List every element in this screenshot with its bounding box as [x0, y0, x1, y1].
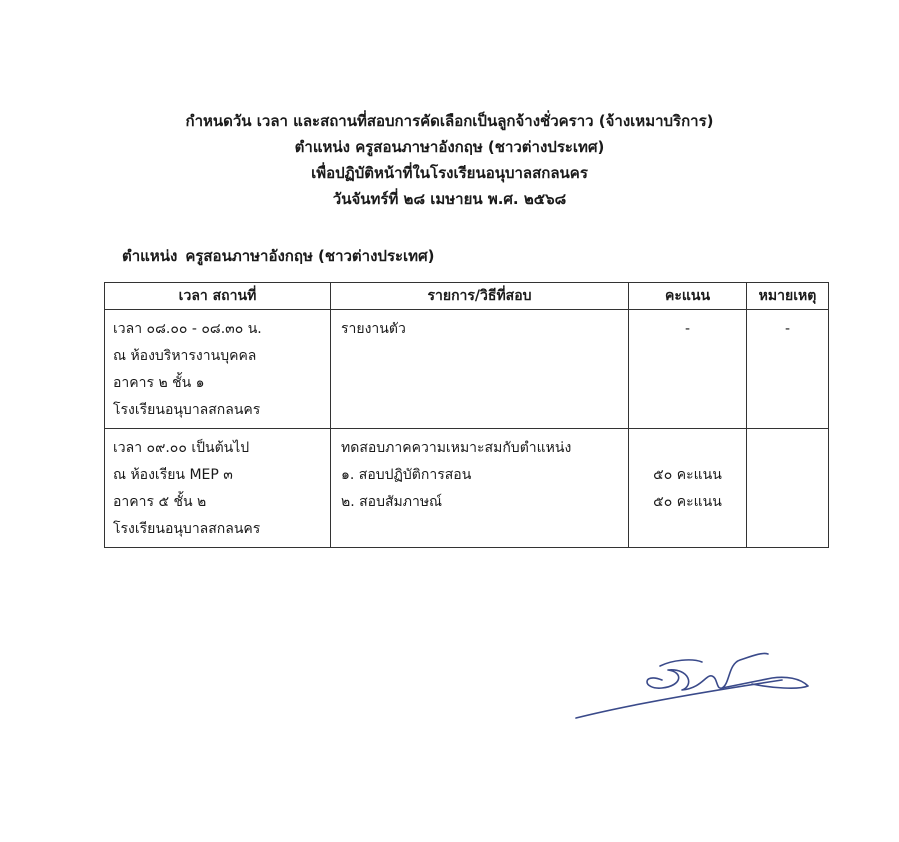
header-time-place: เวลา สถานที่ [105, 283, 331, 310]
time-text: เวลา ๐๘.๐๐ - ๐๘.๓๐ น. [113, 321, 262, 337]
position-label: ตำแหน่ง [122, 247, 178, 265]
cell-time-place [105, 310, 331, 429]
score-text: ๕๐ คะแนน [653, 494, 722, 510]
header-position: ตำแหน่ง ครูสอนภาษาอังกฤษ (ชาวต่างประเทศ) [294, 138, 605, 156]
header-title: กำหนดวัน เวลา และสถานที่สอบการคัดเลือกเป็นลูกจ้างชั่วคราว (จ้างเหมาบริการ) [185, 112, 714, 130]
score-text: - [684, 321, 691, 337]
room-text: ณ ห้องบริหารงานบุคคล [113, 348, 257, 364]
item-text: รายงานตัว [341, 321, 406, 337]
position-value: ครูสอนภาษาอังกฤษ (ชาวต่างประเทศ) [185, 247, 435, 265]
school-text: โรงเรียนอนุบาลสกลนคร [113, 521, 261, 537]
time-text: เวลา ๐๙.๐๐ เป็นต้นไป [113, 440, 250, 456]
item-sub-text: ๑. สอบปฏิบัติการสอน [341, 467, 472, 483]
exam-schedule-table [104, 282, 829, 548]
building-text: อาคาร ๕ ชั้น ๒ [113, 494, 207, 510]
table-row [105, 429, 829, 548]
document-header [0, 108, 899, 212]
cell-item [331, 429, 629, 548]
header-score: คะแนน [629, 283, 747, 310]
room-text: ณ ห้องเรียน MEP ๓ [113, 467, 233, 483]
handwritten-signature [572, 640, 812, 730]
cell-item [331, 310, 629, 429]
header-date: วันจันทร์ที่ ๒๘ เมษายน พ.ศ. ๒๕๖๘ [332, 190, 567, 208]
score-text [629, 435, 746, 462]
item-heading-text: ทดสอบภาคความเหมาะสมกับตำแหน่ง [341, 440, 572, 456]
score-text: ๕๐ คะแนน [653, 467, 722, 483]
note-text: - [784, 321, 791, 337]
item-sub-text: ๒. สอบสัมภาษณ์ [341, 494, 443, 510]
cell-time-place [105, 429, 331, 548]
header-item: รายการ/วิธีที่สอบ [331, 283, 629, 310]
cell-note [747, 429, 829, 548]
table-row [105, 310, 829, 429]
school-text: โรงเรียนอนุบาลสกลนคร [113, 402, 261, 418]
header-note: หมายเหตุ [747, 283, 829, 310]
cell-note [747, 310, 829, 429]
header-purpose: เพื่อปฏิบัติหน้าที่ในโรงเรียนอนุบาลสกลนคร [311, 164, 588, 182]
cell-score [629, 429, 747, 548]
position-line [122, 244, 434, 268]
building-text: อาคาร ๒ ชั้น ๑ [113, 375, 205, 391]
table-header-row [105, 283, 829, 310]
cell-score [629, 310, 747, 429]
